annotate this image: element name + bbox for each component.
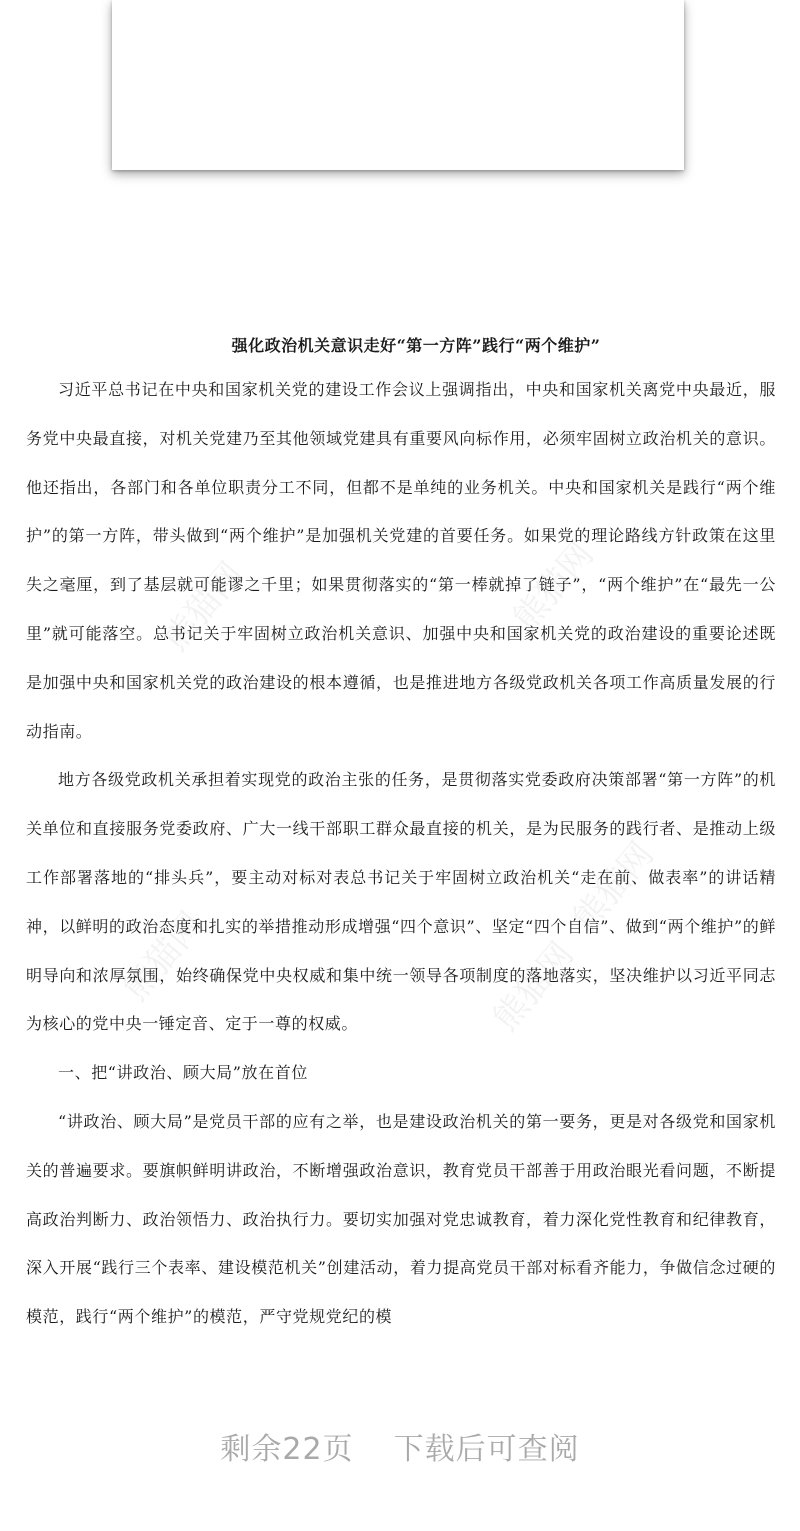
document-title: 强化政治机关意识走好“第一方阵”践行“两个维护” <box>231 336 601 355</box>
watermark: 熊猫网 <box>565 834 662 939</box>
remaining-pages-text: 剩余22页 <box>220 1432 354 1467</box>
watermark: 熊猫网 <box>155 554 252 659</box>
paragraph: “讲政治、顾大局”是党员干部的应有之举，也是建设政治机关的第一要务，更是对各级党和国家机关的普遍要求。要旗帜鲜明讲政治，不断增强政治意识，教育党员干部善于用政治眼光看问题，不断提高政治判断力、政治领悟力、政治执行力。要切实加强对党忠诚教育，着力深化党性教育和纪律教育，深入开展“践行三个表率、建设模范机关”创建活动，着力提高党员干部对标看齐能力，争做信念过硬的模范，践行“两个维护”的模范，严守党规党纪的模 <box>26 1111 776 1327</box>
watermark: 熊猫网 <box>505 534 602 639</box>
download-hint-text: 下载后可查阅 <box>393 1432 580 1467</box>
document-body <box>26 330 776 1342</box>
watermark: 熊猫网 <box>485 934 582 1039</box>
section-heading: 一、把“讲政治、顾大局”放在首位 <box>58 1063 308 1083</box>
download-prompt[interactable] <box>0 1424 800 1468</box>
watermark: 熊猫网 <box>115 904 212 1009</box>
paragraph: 地方各级党政机关承担着实现党的政治主张的任务，是贯彻落实党委政府决策部署“第一方阵”的机关单位和直接服务党委政府、广大一线干部职工群众最直接的机关，是为民服务的践行者、是推动上级工作部署落地的“排头兵”，要主动对标对表总书记关于牢固树立政治机关“走在前、做表率”的讲话精神，以鲜明的政治态度和扎实的举措推动形成增强“四个意识”、坚定“四个自信”、做到“两个维护”的鲜明导向和浓厚氛围，始终确保党中央权威和集中统一领导各项制度的落地落实，坚决维护以习近平同志为核心的党中央一锤定音、定于一尊的权威。 <box>26 770 776 1034</box>
paragraph: 习近平总书记在中央和国家机关党的建设工作会议上强调指出，中央和国家机关离党中央最近，服务党中央最直接，对机关党建乃至其他领域党建具有重要风向标作用，必须牢固树立政治机关的意识。他还指出，各部门和各单位职责分工不同，但都不是单纯的业务机关。中央和国家机关是践行“两个维护”的第一方阵，带头做到“两个维护”是加强机关党建的首要任务。如果党的理论路线方针政策在这里失之毫厘，到了基层就可能谬之千里；如果贯彻落实的“第一棒就掉了链子”，“两个维护”在“最先一公里”就可能落空。总书记关于牢固树立政治机关意识、加强中央和国家机关党的政治建设的重要论述既是加强中央和国家机关党的政治建设的根本遵循，也是推进地方各级党政机关各项工作高质量发展的行动指南。 <box>26 380 776 741</box>
document-cover-thumbnail <box>112 0 684 170</box>
